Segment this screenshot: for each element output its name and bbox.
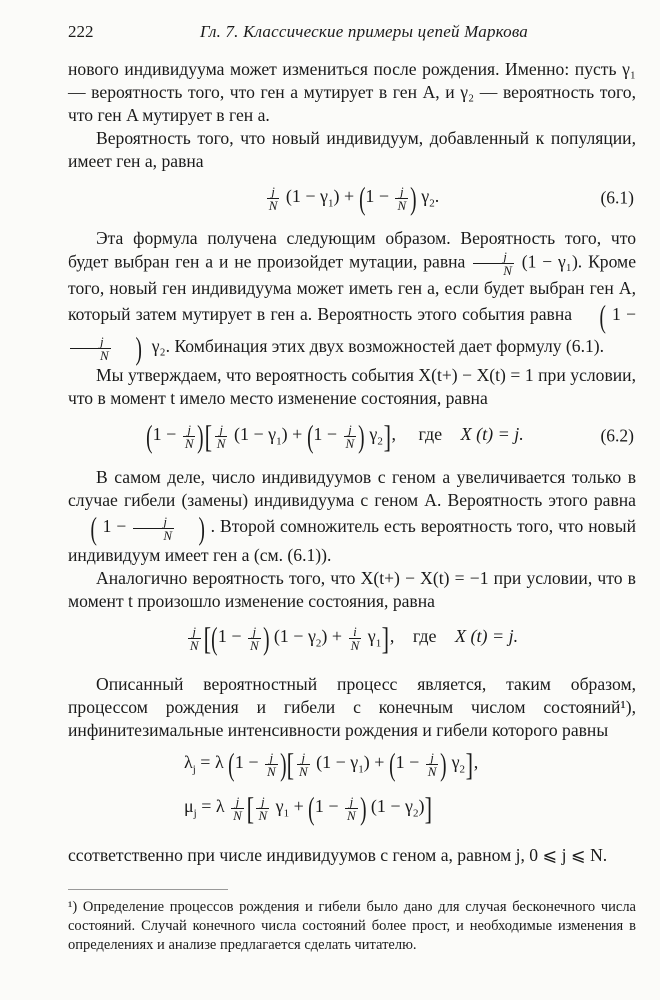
paragraph-5-part-b: . Второй сомножитель есть вероятность того, что новый индивидуум имеет ген a (см. (6.1)).	[68, 516, 636, 565]
fraction-j-over-N: $\frac{j}{N}$	[233, 793, 242, 823]
fraction-j-over-N: $\frac{j}{N}$	[184, 421, 194, 451]
equation-6-1-body: $\frac{j}{N}$ $(1 - \gamma_1) + (1$ − $\frac{j}{N}$ ) $\gamma_2$.	[268, 180, 440, 216]
equation-death-body: $\frac{j}{N}$ [(1 − $\frac{j}{N}$ ) $(1 - \gamma_2)$ + $\frac{i}{N}$ $\gamma_1$], где X (t) = j.	[189, 620, 519, 656]
fraction-j-over-N: $\frac{j}{N}$	[298, 749, 308, 779]
paragraph-7	[68, 673, 636, 742]
paragraph-6: Аналогично вероятность того, что X(t+) − X(t) = −1 при условии, что в момент t произошло изменение состояния, равна	[68, 568, 636, 611]
paragraph-4: Мы утверждаем, что вероятность события X(t+) − X(t) = 1 при условии, что в момент t имело место изменение состояния, равна	[68, 365, 636, 408]
rates-block	[68, 746, 636, 834]
footnote-separator	[68, 889, 228, 890]
equation-label-6-1: (6.1)	[600, 187, 634, 208]
paragraph-3-part-d: γ₂. Комбинация этих двух возможностей дает формулу (6.1).	[151, 336, 605, 357]
condition-2: X (t) = j.	[455, 626, 519, 647]
fraction-i-over-N: $\frac{i}{N}$	[350, 623, 360, 653]
fraction-j-over-N: $\frac{j}{N}$	[70, 335, 111, 362]
fraction-j-over-N: $\frac{j}{N}$	[189, 623, 199, 653]
paragraph-7-part-b: ¹), инфинитезимальные интенсивности рождения и гибели которого равны	[68, 697, 636, 740]
footnote: ¹) Определение процессов рождения и гибели было дано для случая бесконечного числа состояний. Случай конечного числа состояний более прост, и необходимые изменения в определениях и анализе предлагается сделать читателю.	[68, 899, 636, 953]
fraction-j-over-N: $\frac{j}{N}$	[345, 421, 355, 451]
equation-label-6-2: (6.2)	[600, 425, 634, 446]
fraction-j-over-N: $\frac{j}{N}$	[216, 421, 226, 451]
equation-death	[68, 613, 636, 663]
fraction-j-over-N: $\frac{j}{N}$	[267, 749, 276, 779]
page-header	[0, 22, 660, 46]
fraction-j-over-N: $\frac{j}{N}$	[249, 623, 259, 653]
fraction-j-over-N: $\frac{j}{N}$	[473, 250, 514, 277]
running-head: Гл. 7. Классические примеры цепей Маркова	[200, 22, 529, 41]
page-body	[68, 58, 636, 955]
fraction-j-over-N: $\frac{j}{N}$	[397, 183, 407, 213]
paragraph-3-part-a: Эта формула получена следующим образом. Вероятность того, что будет выбран ген a и не произойдет мутации, равна	[68, 228, 636, 272]
fraction-j-over-N: $\frac{j}{N}$	[347, 793, 356, 823]
equation-6-2	[68, 410, 636, 462]
paragraph-8: ссответственно при числе индивидуумов с геном a, равном j, 0 ⩽ j ⩽ N.	[68, 845, 608, 865]
where-word-2: где	[412, 626, 437, 647]
equation-6-2-body: (1 − $\frac{j}{N}$ )[ $\frac{j}{N}$ $(1 - \gamma_1) + (1$ − $\frac{j}{N}$ ) $\gamma_2$], где X (t) = j.	[146, 418, 524, 454]
equation-lambda: $\lambda_j = \lambda$ (1 − $\frac{j}{N}$ )[ $\frac{j}{N}$ $(1 - \gamma_1) + (1$ − $\frac{j}{N}$ ) $\gamma_2$],	[184, 746, 479, 782]
fraction-j-over-N: $\frac{j}{N}$	[133, 515, 174, 542]
page-number: 222	[68, 22, 94, 41]
paragraph-3: Эта формула получена следующим образом. Вероятность того, что будет выбран ген a и не произойдет мутации, равна $\frac{j}{N}$ (1 − γ₁). Кроме того, новый ген индивидуума может иметь ген a, если будет выбран ген A, который затем мутирует в ген a. Вероятность этого события равна ( 1 − $\frac{j}{N}$ ) γ₂. Комбинация этих двух возможностей дает формулу (6.1).	[68, 228, 637, 366]
paragraph-1: нового индивидуума может измениться после рождения. Именно: пусть γ₁ — вероятность того, что ген a мутирует в ген A, и γ₂ — вероятность того, что ген A мутирует в ген a.	[68, 59, 636, 125]
where-word: где	[418, 424, 443, 445]
paragraph-3-part-c: Кроме того, новый ген индивидуума может иметь ген a, если будет выбран ген A, который затем мутирует в ген a. Вероятность этого события равна	[68, 251, 636, 325]
equation-mu: $\mu_j = \lambda$ $\frac{j}{N}$ [ $\frac{j}{N}$ $\gamma_1 + (1$ − $\frac{j}{N}$ ) $(1 - \gamma_2)$]	[184, 790, 433, 826]
paragraph-7-part-a: Описанный вероятностный процесс является, таким образом, процессом рождения и гибели с конечным числом состояний	[68, 674, 636, 717]
equation-6-1	[68, 173, 636, 223]
paragraph-2: Вероятность того, что новый индивидуум, добавленный к популяции, имеет ген a, равна	[68, 128, 636, 171]
paragraph-5: В самом деле, число индивидуумов с геном a увеличивается только в случае гибели (замены) индивидуума с геном A. Вероятность этого равна ( 1 − $\frac{j}{N}$ ) . Второй сомножитель есть вероятность того, что новый индивидуум имеет ген a (см. (6.1)).	[68, 467, 636, 565]
condition: X (t) = j.	[460, 424, 524, 445]
paragraph-5-part-a: В самом деле, число индивидуумов с геном a увеличивается только в случае гибели (замены) индивидуума с геном A. Вероятность этого равна	[68, 467, 636, 510]
fraction-j-over-N: $\frac{j}{N}$	[268, 183, 278, 213]
fraction-j-over-N: $\frac{j}{N}$	[427, 749, 437, 779]
paragraph-3-part-b: (1 − γ₁).	[521, 251, 583, 272]
fraction-j-over-N: $\frac{j}{N}$	[258, 793, 268, 823]
